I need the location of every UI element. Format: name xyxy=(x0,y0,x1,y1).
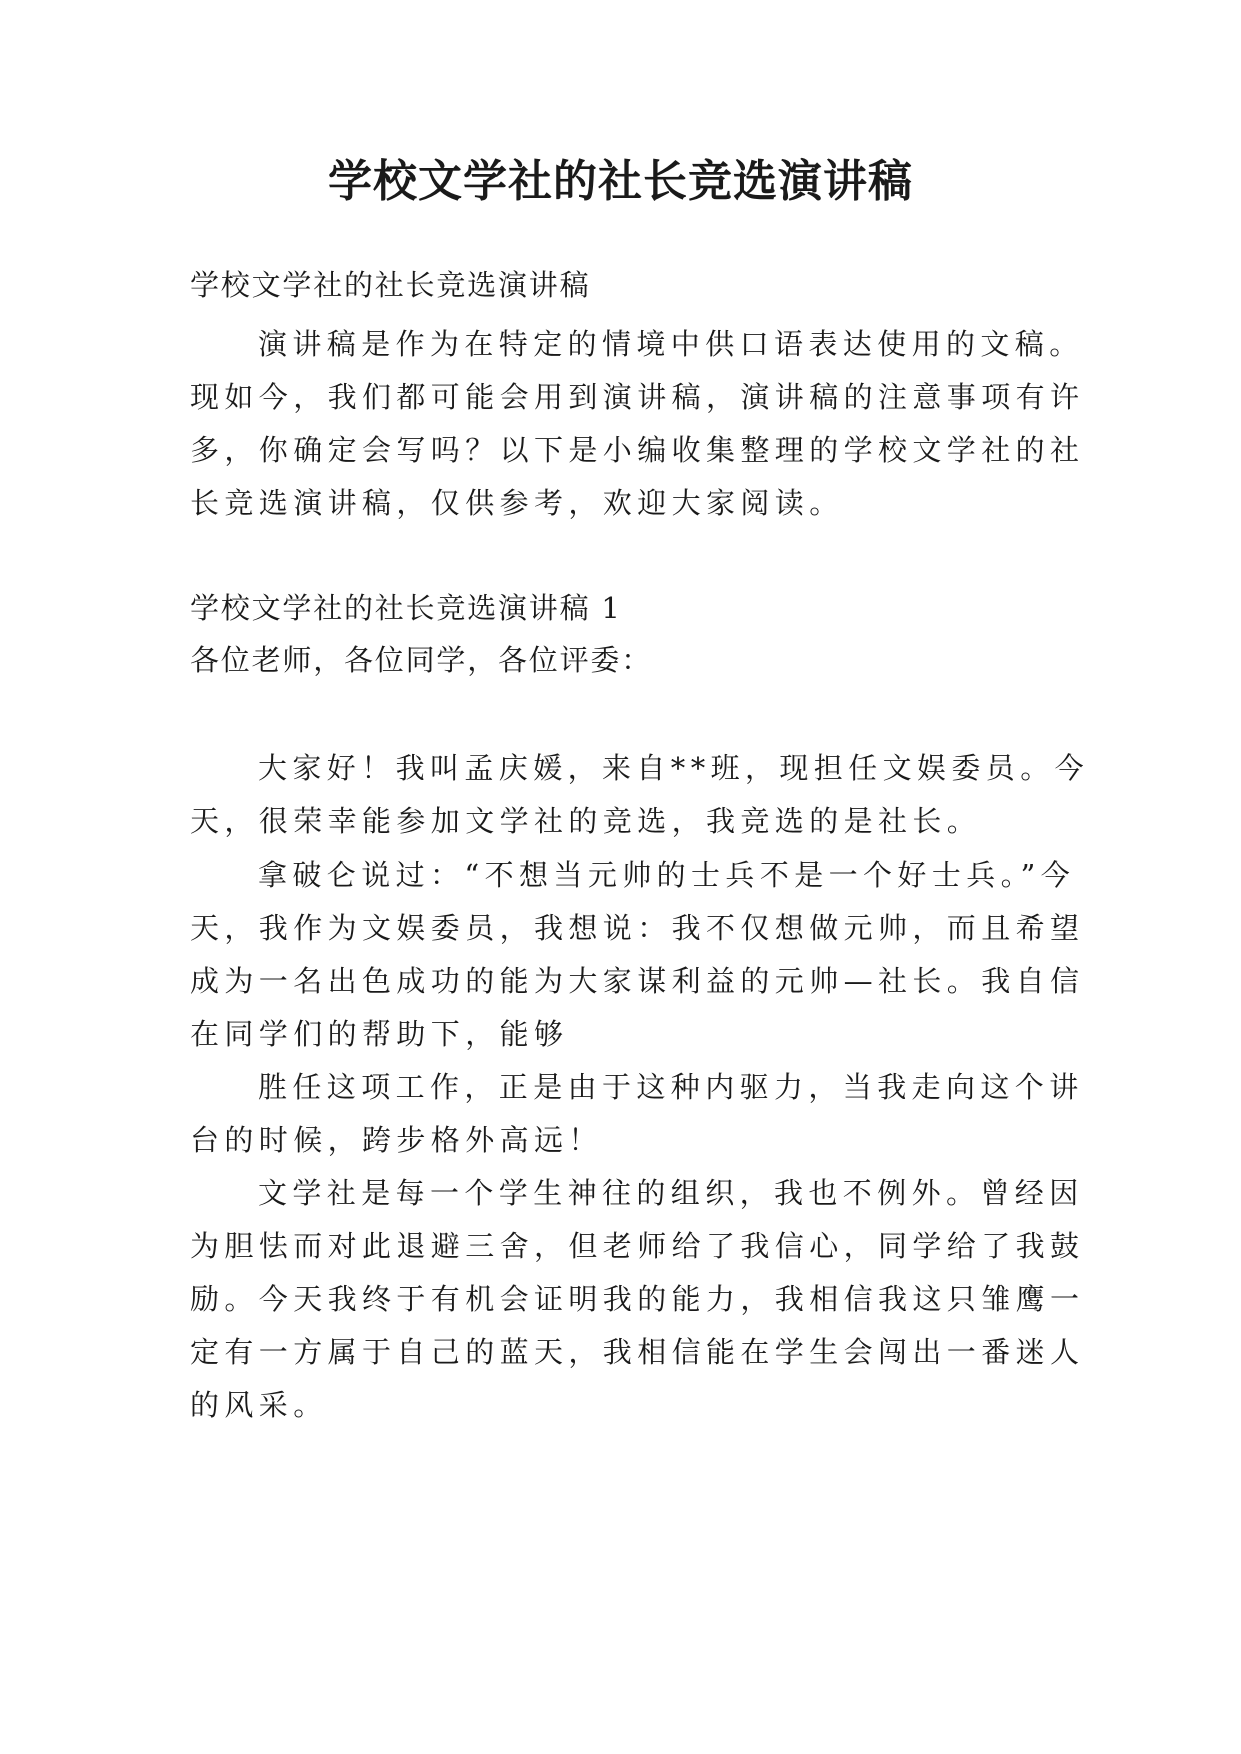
paragraph-line: 长竞选演讲稿，仅供参考，欢迎大家阅读。 xyxy=(190,486,844,520)
section-heading: 学校文学社的社长竞选演讲稿 1 xyxy=(190,591,622,625)
paragraph-line: 大家好！我叫孟庆媛，来自**班，现担任文娱委员。今 xyxy=(258,751,1090,785)
document-title: 学校文学社的社长竞选演讲稿 xyxy=(328,156,913,207)
paragraph-line: 拿破仑说过：“不想当元帅的士兵不是一个好士兵。”今 xyxy=(258,858,1076,892)
subtitle-line: 学校文学社的社长竞选演讲稿 xyxy=(190,268,591,302)
salutation-line: 各位老师，各位同学，各位评委： xyxy=(190,643,653,677)
paragraph-line: 励。今天我终于有机会证明我的能力，我相信我这只雏鹰一 xyxy=(190,1282,1085,1316)
paragraph-line: 演讲稿是作为在特定的情境中供口语表达使用的文稿。 xyxy=(258,327,1084,361)
paragraph-line: 定有一方属于自己的蓝天，我相信能在学生会闯出一番迷人 xyxy=(190,1335,1085,1369)
paragraph-line: 的风采。 xyxy=(190,1388,328,1422)
paragraph-line: 在同学们的帮助下，能够 xyxy=(190,1017,569,1051)
paragraph-line: 成为一名出色成功的能为大家谋利益的元帅—社长。我自信 xyxy=(190,964,1085,998)
paragraph-line: 天，很荣幸能参加文学社的竞选，我竞选的是社长。 xyxy=(190,804,982,838)
paragraph-line: 天，我作为文娱委员，我想说：我不仅想做元帅，而且希望 xyxy=(190,911,1085,945)
paragraph-line: 现如今，我们都可能会用到演讲稿，演讲稿的注意事项有许 xyxy=(190,380,1085,414)
paragraph-line: 文学社是每一个学生神往的组织，我也不例外。曾经因 xyxy=(258,1176,1084,1210)
paragraph-line: 台的时候，跨步格外高远！ xyxy=(190,1123,603,1157)
paragraph-line: 为胆怯而对此退避三舍，但老师给了我信心，同学给了我鼓 xyxy=(190,1229,1085,1263)
paragraph-line: 多，你确定会写吗？以下是小编收集整理的学校文学社的社 xyxy=(190,433,1085,467)
paragraph-line: 胜任这项工作，正是由于这种内驱力，当我走向这个讲 xyxy=(258,1070,1084,1104)
